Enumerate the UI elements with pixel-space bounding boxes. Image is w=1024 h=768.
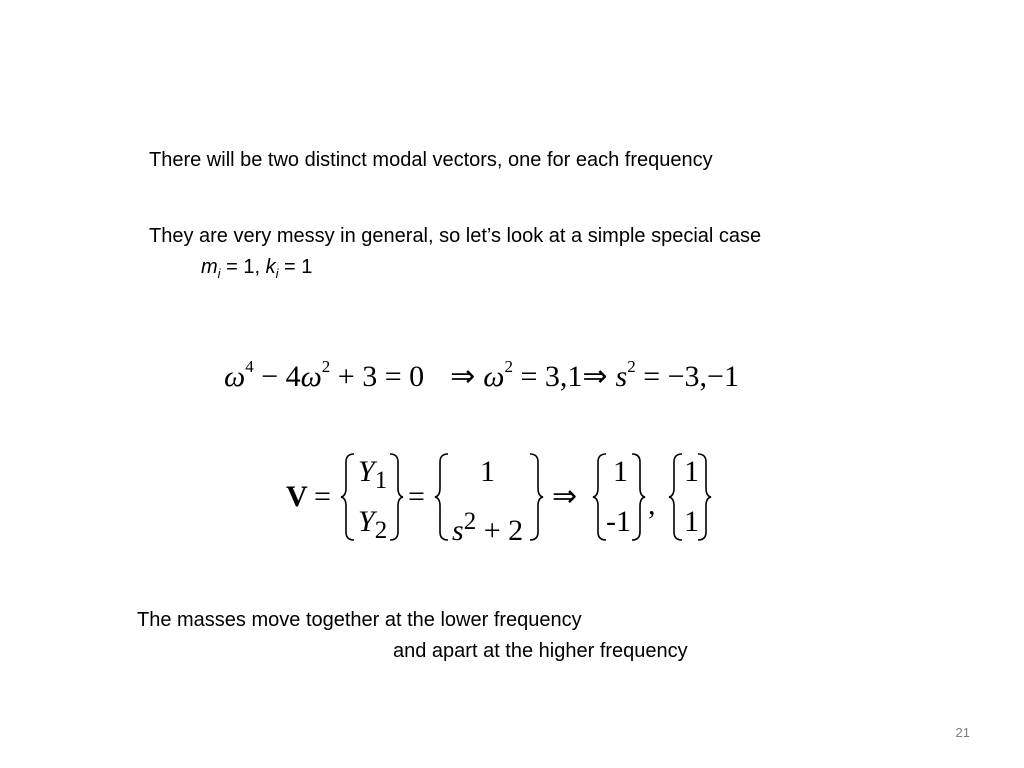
s-symbol: s	[615, 360, 628, 393]
exponent: 2	[321, 357, 331, 376]
equation-term: = 3,1	[512, 360, 583, 393]
special-case-values	[201, 255, 312, 286]
left-brace	[340, 452, 356, 542]
k-value: = 1	[278, 256, 313, 278]
modal-vector-2-bottom: 1	[684, 505, 699, 538]
m-value: = 1,	[220, 256, 266, 278]
vector-entry-s2-plus-2: $s^2 + 2$	[452, 508, 524, 547]
conclusion-line-1: The masses move together at the lower frequency	[137, 609, 582, 631]
m-subscript: i	[217, 266, 221, 281]
vector-entry-Y2: $Y_2$	[358, 505, 388, 544]
omega-symbol: ω	[224, 360, 246, 393]
right-brace	[388, 452, 404, 542]
comma: ,	[648, 488, 656, 521]
implies-symbol: ⇒	[582, 360, 608, 393]
exponent: 2	[504, 357, 513, 376]
equals-sign: =	[314, 480, 331, 513]
implies-symbol: ⇒	[552, 480, 578, 513]
right-brace	[528, 452, 544, 542]
equation-term: = −3,−1	[635, 360, 739, 393]
exponent: 2	[627, 357, 636, 376]
modal-vector-1-bottom: -1	[606, 505, 631, 538]
equation-term: − 4	[253, 360, 301, 393]
statement-special-case: They are very messy in general, so let’s look at a simple special case	[149, 225, 762, 247]
k-variable: k	[265, 256, 276, 278]
equation-term: + 3 = 0	[330, 360, 425, 393]
page-number: 21	[955, 725, 970, 740]
implies-symbol: ⇒	[450, 360, 476, 393]
statement-modal-vectors: There will be two distinct modal vectors, one for each frequency	[149, 149, 713, 171]
omega-symbol: ω	[483, 360, 505, 393]
vector-V: V	[286, 480, 308, 513]
omega-symbol: ω	[300, 360, 322, 393]
left-brace	[434, 452, 450, 542]
m-variable: m	[201, 256, 218, 278]
modal-vector-2-top: 1	[684, 455, 699, 488]
right-brace	[630, 452, 646, 542]
conclusion-line-2: and apart at the higher frequency	[393, 640, 688, 662]
modal-vector-1-top: 1	[613, 455, 628, 488]
left-brace	[668, 452, 684, 542]
equals-sign: =	[408, 480, 425, 513]
vector-entry-one: 1	[480, 455, 495, 488]
right-brace	[696, 452, 712, 542]
exponent: 4	[245, 357, 254, 376]
vector-entry-Y1: $Y_1$	[358, 455, 388, 494]
characteristic-equation	[224, 357, 739, 394]
k-subscript: i	[275, 266, 279, 281]
